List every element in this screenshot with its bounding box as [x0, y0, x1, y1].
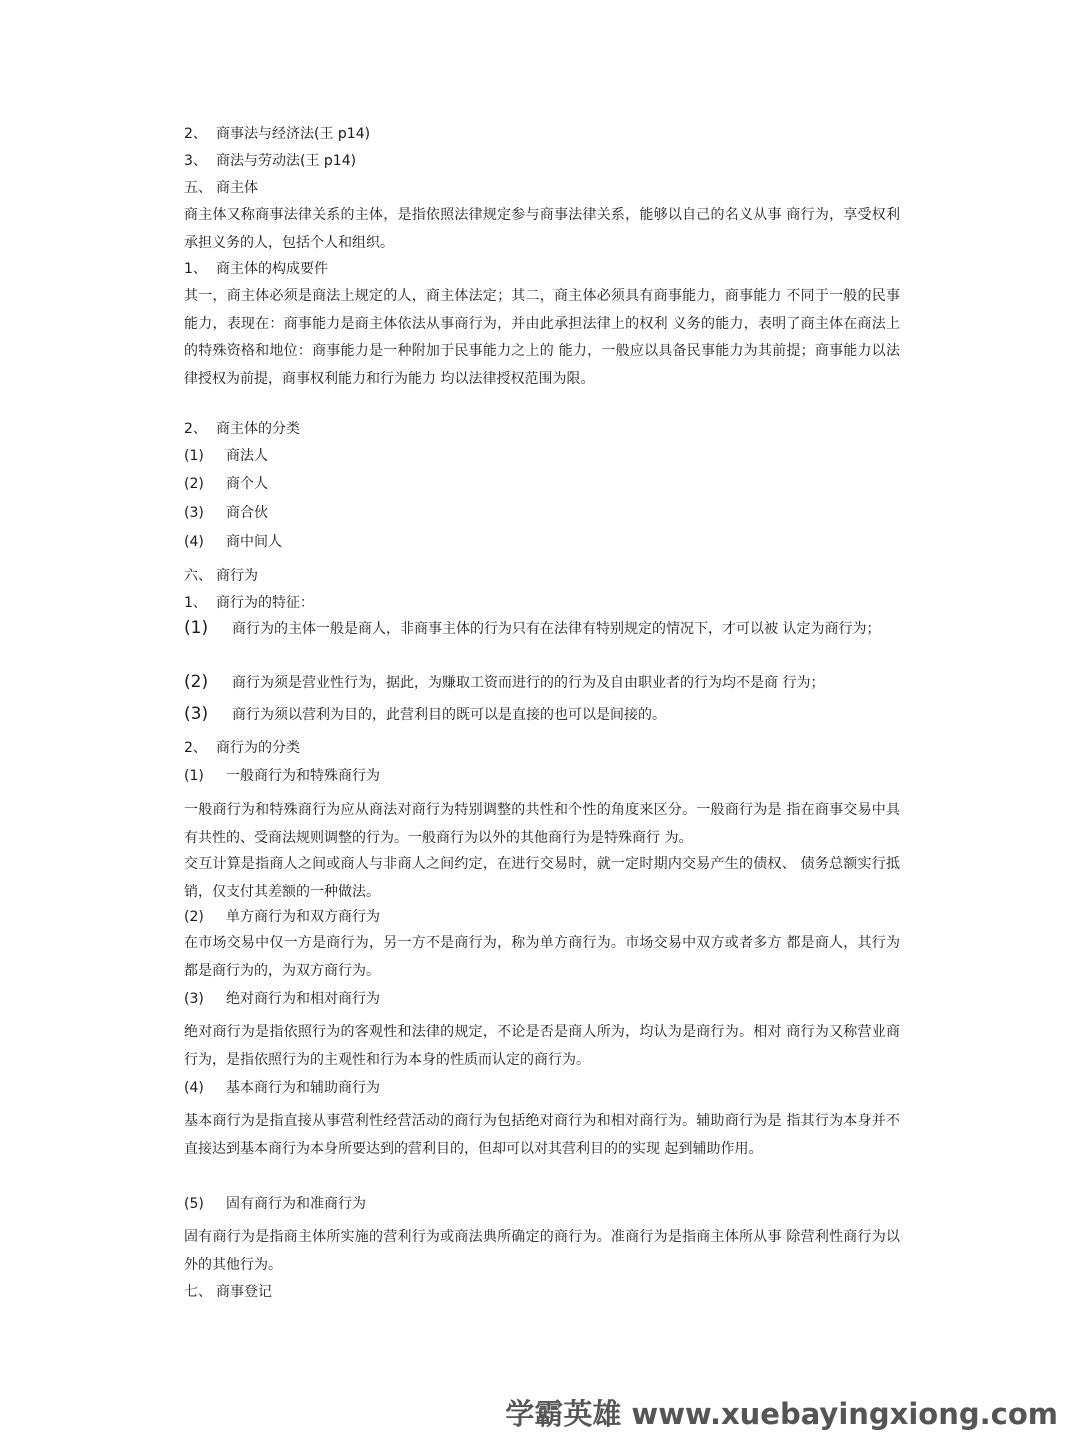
section-6-title: 六、 商行为 — [184, 568, 258, 584]
section-6-2-title: 2、 商行为的分类 — [184, 740, 300, 756]
section-7-title: 七、 商事登记 — [184, 1284, 272, 1300]
section-5-paragraph: 商主体又称商事法律关系的主体，是指依照法律规定参与商事法律关系，能够以自己的名义从事 商行为，享受权利承担义务的人，包括个人和组织。 — [184, 207, 900, 251]
class-2-paragraph: 在市场交易中仅一方是商行为，另一方不是商行为，称为单方商行为。市场交易中双方或者多方 都是商人，其行为都是商行为的，为双方商行为。 — [184, 935, 900, 979]
class-1-title: (1) 一般商行为和特殊商行为 — [184, 768, 380, 784]
section-5-2-title: 2、 商主体的分类 — [184, 421, 300, 437]
list-item: (1) 商法人 — [184, 448, 268, 464]
class-2-title: (2) 单方商行为和双方商行为 — [184, 909, 380, 925]
class-5-title: (5) 固有商行为和准商行为 — [184, 1196, 366, 1212]
heading-3: 3、 商法与劳动法(王 p14) — [184, 153, 357, 169]
section-5-title: 五、 商主体 — [184, 180, 258, 196]
class-3-paragraph: 绝对商行为是指依照行为的客观性和法律的规定，不论是否是商人所为，均认为是商行为。相对 商行为又称营业商行为，是指依照行为的主观性和行为本身的性质而认定的商行为。 — [184, 1024, 900, 1068]
watermark: 学霸英雄 www.xuebayingxiong.com — [505, 1397, 1058, 1431]
list-item: (2) 商个人 — [184, 476, 268, 492]
feature-1: (1) 商行为的主体一般是商人，非商事主体的行为只有在法律有特别规定的情况下，才可以被 认定为商行为； — [184, 618, 881, 638]
heading-2: 2、 商事法与经济法(王 p14) — [184, 126, 371, 142]
class-3-title: (3) 绝对商行为和相对商行为 — [184, 991, 380, 1007]
class-1-paragraph-2: 交互计算是指商人之间或商人与非商人之间约定，在进行交易时，就一定时期内交易产生的债权、 债务总额实行抵销，仅支付其差额的一种做法。 — [184, 856, 900, 900]
class-4-paragraph: 基本商行为是指直接从事营利性经营活动的商行为包括绝对商行为和相对商行为。辅助商行为是 指其行为本身并不直接达到基本商行为本身所要达到的营利目的，但却可以对其营利目的的实现 起到辅助作用。 — [184, 1113, 900, 1157]
feature-2: (2) 商行为须是营业性行为，据此，为赚取工资而进行的的行为及自由职业者的行为均不是商 行为； — [184, 672, 825, 692]
section-5-1-paragraph: 其一，商主体必须是商法上规定的人，商主体法定；其二，商主体必须具有商事能力，商事能力 不同于一般的民事能力，表现在：商事能力是商主体依法从事商行为，并由此承担法律上的权利 义务的能力，表明了商主体在商法上的特殊资格和地位：商事能力是一种附加于民事能力之上的 能力，一般应以具备民事能力为其前提；商事能力以法律授权为前提，商事权利能力和行为能力 均以法律授权范围为限。 — [184, 288, 900, 387]
list-item: (3) 商合伙 — [184, 505, 268, 521]
feature-3: (3) 商行为须以营利为目的，此营利目的既可以是直接的也可以是间接的。 — [184, 704, 666, 724]
section-5-1-title: 1、 商主体的构成要件 — [184, 261, 328, 277]
section-6-1-title: 1、 商行为的特征： — [184, 595, 314, 611]
list-item: (4) 商中间人 — [184, 534, 282, 550]
class-1-paragraph-1: 一般商行为和特殊商行为应从商法对商行为特别调整的共性和个性的角度来区分。一般商行为是 指在商事交易中具有共性的、受商法规则调整的行为。一般商行为以外的其他商行为是特殊商行 为。 — [184, 802, 900, 846]
class-5-paragraph: 固有商行为是指商主体所实施的营利行为或商法典所确定的商行为。准商行为是指商主体所从事 除营利性商行为以外的其他行为。 — [184, 1229, 900, 1273]
class-4-title: (4) 基本商行为和辅助商行为 — [184, 1080, 380, 1096]
